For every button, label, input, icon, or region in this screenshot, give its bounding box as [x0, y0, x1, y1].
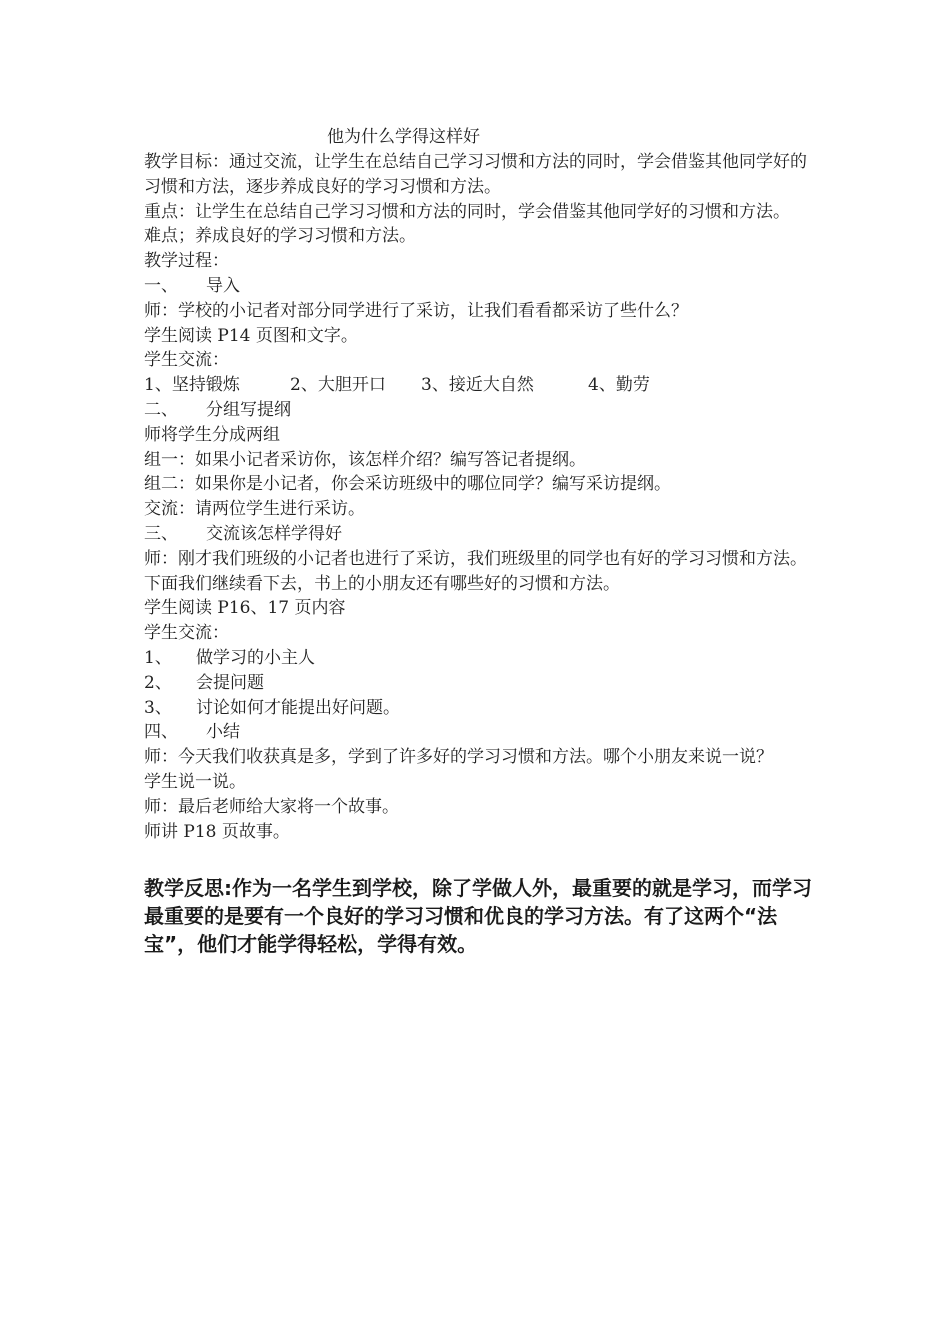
s3-reading-line: 学生阅读 P16、17 页内容 [144, 598, 346, 619]
s2-line: 师将学生分成两组 [144, 424, 280, 445]
section-heading-2 [144, 398, 814, 423]
s4-teacher-paragraph: 师：今天我们收获真是多，学到了许多好的学习习惯和方法。哪个小朋友来说一说？ [144, 747, 773, 768]
key-point: 重点：让学生在总结自己学习习惯和方法的同时，学会借鉴其他同学好的习惯和方法。 [144, 201, 790, 222]
section-number: 四、 [144, 722, 178, 743]
section-heading-1 [144, 274, 814, 299]
difficulty: 难点；养成良好的学习习惯和方法。 [144, 226, 416, 247]
section-number: 三、 [144, 523, 178, 544]
numbered-item [144, 671, 814, 696]
section-title: 交流该怎样学得好 [206, 523, 342, 544]
s4-line: 学生说一说。 [144, 771, 246, 792]
s3-teacher-paragraph: 师：刚才我们班级的小记者也进行了采访，我们班级里的同学也有好的学习习惯和方法。下面我们继续看下去，书上的小朋友还有哪些好的习惯和方法。 [144, 548, 807, 594]
item-text: 做学习的小主人 [196, 647, 315, 668]
item-text: 讨论如何才能提出好问题。 [196, 697, 400, 718]
s1-habit-list [144, 373, 814, 398]
item-number: 3、 [144, 697, 172, 718]
s4-line: 师讲 P18 页故事。 [144, 821, 290, 842]
section-heading-4 [144, 720, 814, 745]
list-item: 1、坚持锻炼 [144, 375, 240, 396]
section-title: 分组写提纲 [206, 399, 291, 420]
numbered-item [144, 696, 814, 721]
process-label: 教学过程： [144, 251, 229, 272]
document-title: 他为什么学得这样好 [327, 127, 480, 147]
item-number: 2、 [144, 672, 172, 693]
s2-line: 组一：如果小记者采访你，该怎样介绍？编写答记者提纲。 [144, 449, 586, 470]
s3-exchange-label: 学生交流： [144, 623, 229, 644]
section-number: 一、 [144, 275, 178, 296]
list-item: 2、大胆开口 [290, 375, 386, 396]
item-text: 会提问题 [196, 672, 264, 693]
teaching-objective: 教学目标：通过交流，让学生在总结自己学习习惯和方法的同时，学会借鉴其他同学好的习惯和方法，逐步养成良好的学习习惯和方法。 [144, 152, 807, 197]
numbered-item [144, 646, 814, 671]
s2-line: 组二：如果你是小记者，你会采访班级中的哪位同学？编写采访提纲。 [144, 474, 671, 495]
section-heading-3 [144, 522, 814, 547]
section-title: 导入 [206, 275, 240, 296]
s1-exchange-label: 学生交流： [144, 350, 229, 371]
list-item: 3、接近大自然 [421, 375, 534, 396]
s2-line: 交流：请两位学生进行采访。 [144, 499, 365, 520]
section-title: 小结 [206, 722, 240, 743]
s4-line: 师：最后老师给大家将一个故事。 [144, 796, 399, 817]
item-number: 1、 [144, 647, 172, 668]
document-page [144, 124, 814, 958]
s1-reading-line: 学生阅读 P14 页图和文字。 [144, 325, 358, 346]
list-item: 4、勤劳 [588, 375, 650, 396]
s1-teacher-line: 师：学校的小记者对部分同学进行了采访，让我们看看都采访了些什么？ [144, 300, 688, 321]
section-number: 二、 [144, 399, 178, 420]
teaching-reflection: 教学反思:作为一名学生到学校，除了学做人外，最重要的就是学习，而学习最重要的是要有一个良好的学习习惯和优良的学习方法。有了这两个“法宝”，他们才能学得轻松，学得有效。 [144, 876, 812, 957]
